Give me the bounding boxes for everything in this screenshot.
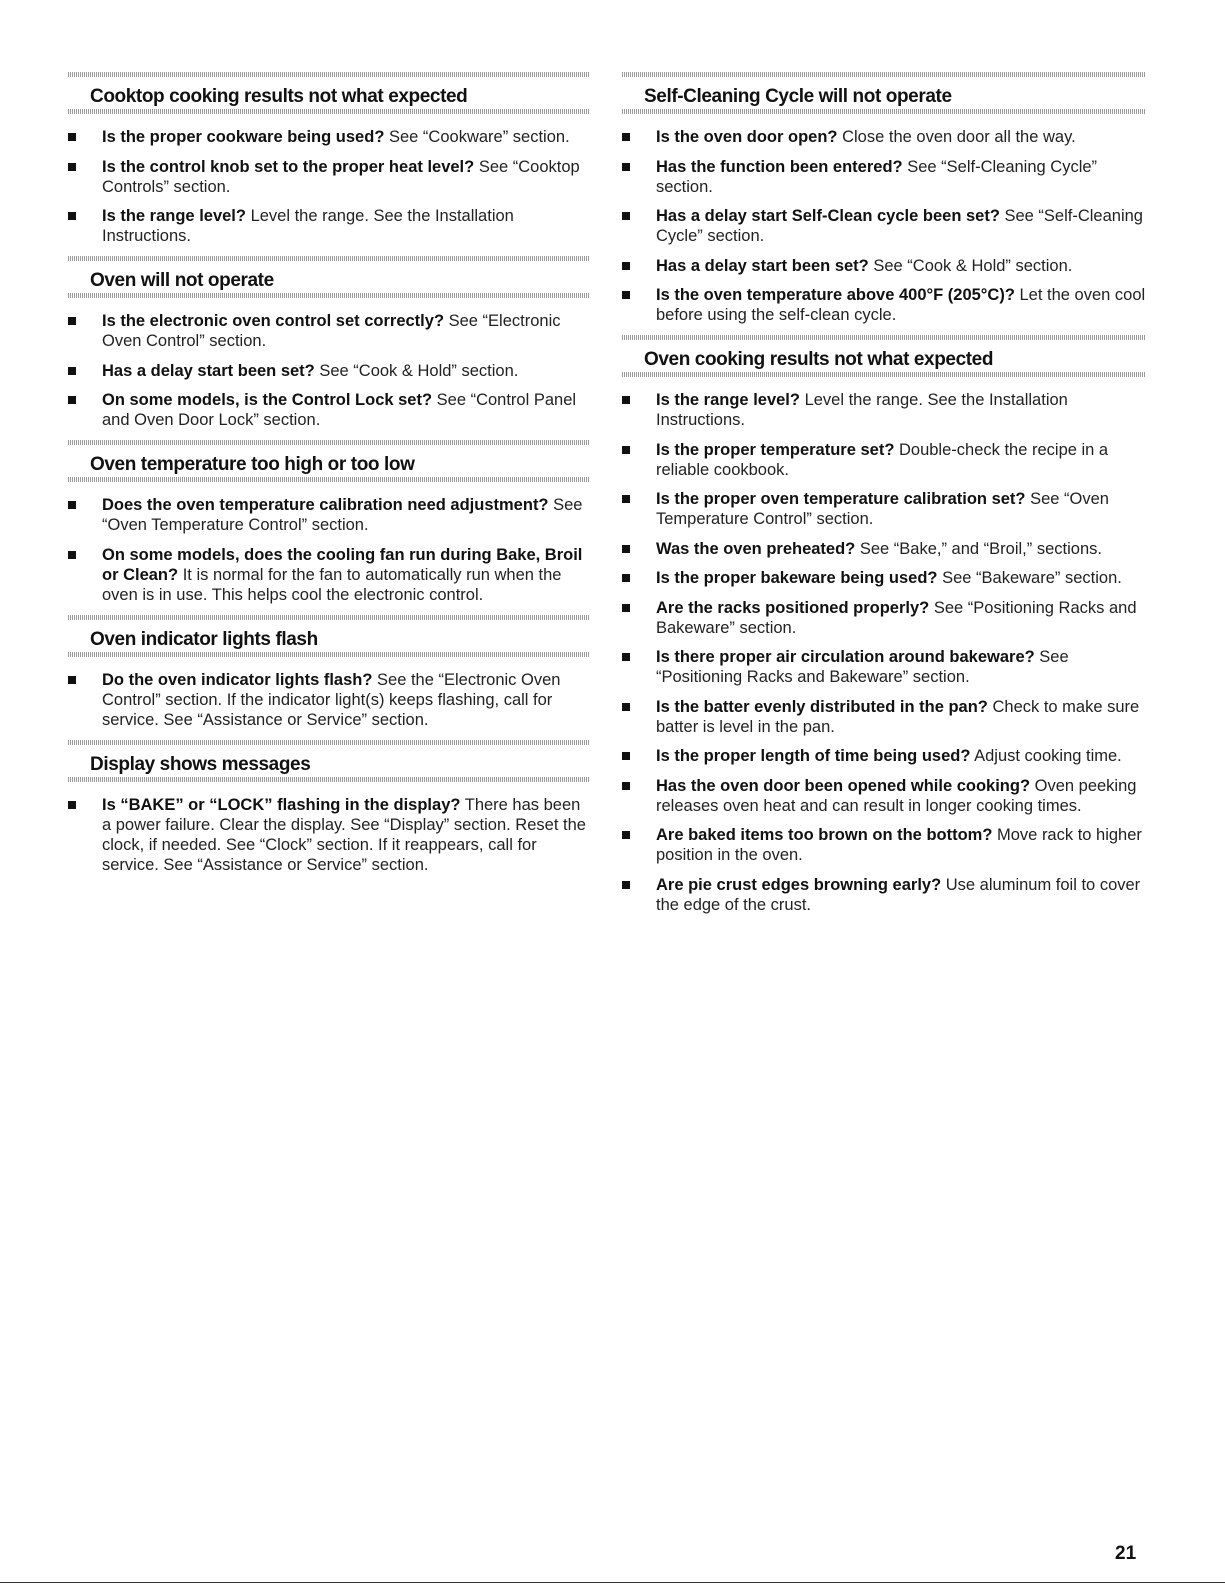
question-list	[68, 298, 590, 430]
question-text: Has a delay start been set?	[102, 361, 315, 380]
square-bullet-icon	[622, 604, 630, 612]
square-bullet-icon	[68, 676, 76, 684]
answer-text: See “Control Panel and Oven Door Lock” section.	[102, 391, 577, 429]
list-item	[68, 206, 590, 246]
square-bullet-icon	[622, 446, 630, 454]
answer-text: See “Electronic Oven Control” section.	[102, 312, 561, 350]
list-item	[622, 697, 1146, 737]
section-heading: Oven indicator lights flash	[90, 628, 318, 650]
list-item	[622, 390, 1146, 430]
answer-text: Use aluminum foil to cover the edge of the crust.	[656, 875, 1141, 914]
question-text: Is there proper air circulation around bakeware?	[656, 648, 1035, 666]
question-text: Is the proper temperature set?	[656, 440, 895, 459]
list-item	[622, 206, 1146, 246]
list-item	[622, 568, 1146, 588]
troubleshooting-section	[622, 72, 1146, 325]
list-item	[622, 127, 1146, 147]
question-text: Do the oven indicator lights flash?	[102, 670, 373, 689]
list-item	[622, 285, 1146, 325]
answer-text: See the “Electronic Oven Control” section. If the indicator light(s) keeps flashing, call for service. See “Assistance or Service” section.	[102, 670, 561, 729]
section-heading: Display shows messages	[90, 753, 311, 775]
list-item	[622, 256, 1146, 276]
list-item	[622, 598, 1146, 638]
square-bullet-icon	[622, 396, 630, 404]
list-item	[68, 127, 590, 147]
question-text: Is the batter evenly distributed in the pan?	[656, 697, 988, 716]
list-item	[68, 495, 590, 535]
answer-text: Adjust cooking time.	[970, 747, 1122, 765]
answer-text: See “Oven Temperature Control” section.	[656, 490, 1109, 528]
answer-text: See “Cook & Hold” section.	[314, 361, 519, 380]
section-heading: Oven will not operate	[90, 270, 274, 291]
question-text: Are baked items too brown on the bottom?	[656, 826, 993, 844]
square-bullet-icon	[622, 574, 630, 582]
square-bullet-icon	[68, 501, 76, 509]
question-list	[68, 657, 590, 730]
answer-text: There has been a power failure. Clear the display. See “Display” section. Reset the clock, if needed. See “Clock” section. If it reappears, call for service. See “Assistance or Service” section.	[102, 795, 586, 874]
question-text: Are pie crust edges browning early?	[656, 875, 942, 894]
question-list	[622, 114, 1146, 325]
question-text: Has the function been entered?	[656, 157, 903, 176]
question-text: Are the racks positioned properly?	[656, 598, 930, 617]
answer-text: Close the oven door all the way.	[837, 128, 1076, 146]
answer-text: See “Self-Cleaning Cycle” section.	[656, 157, 1098, 196]
answer-text: See “Positioning Racks and Bakeware” section.	[656, 598, 1137, 637]
troubleshooting-section	[622, 335, 1146, 915]
list-item	[622, 875, 1146, 915]
list-item	[68, 545, 590, 605]
square-bullet-icon	[622, 545, 630, 553]
square-bullet-icon	[68, 212, 76, 220]
page-number: 21	[1115, 1543, 1137, 1564]
square-bullet-icon	[622, 163, 630, 171]
answer-text: See “Cookware” section.	[384, 128, 570, 146]
section-heading: Oven cooking results not what expected	[644, 349, 994, 370]
question-text: Is the proper bakeware being used?	[656, 569, 938, 587]
question-list	[622, 377, 1146, 915]
square-bullet-icon	[622, 881, 630, 889]
square-bullet-icon	[622, 653, 630, 661]
answer-text: It is normal for the fan to automatically run when the oven is in use. This helps cool the electronic control.	[102, 565, 562, 604]
section-heading: Cooktop cooking results not what expected	[90, 86, 468, 107]
answer-text: Level the range. See the Installation Instructions.	[102, 207, 514, 245]
list-item	[68, 361, 590, 381]
answer-text: Check to make sure batter is level in the pan.	[656, 697, 1140, 736]
list-item	[622, 776, 1146, 816]
answer-text: Level the range. See the Installation Instructions.	[656, 391, 1068, 429]
square-bullet-icon	[68, 133, 76, 141]
square-bullet-icon	[68, 396, 76, 404]
question-text: Is the range level?	[656, 391, 800, 409]
question-text: Is the oven temperature above 400°F (205°C)?	[656, 286, 1015, 304]
square-bullet-icon	[622, 831, 630, 839]
square-bullet-icon	[622, 495, 630, 503]
answer-text: Double-check the recipe in a reliable cookbook.	[656, 440, 1109, 479]
answer-text: See “Self-Cleaning Cycle” section.	[656, 207, 1143, 245]
question-text: Has a delay start Self-Clean cycle been set?	[656, 207, 1000, 225]
square-bullet-icon	[622, 133, 630, 141]
list-item	[68, 390, 590, 430]
question-text: Is the control knob set to the proper heat level?	[102, 157, 475, 176]
square-bullet-icon	[68, 801, 76, 809]
question-text: Was the oven preheated?	[656, 539, 856, 558]
section-heading: Self-Cleaning Cycle will not operate	[644, 86, 952, 107]
question-text: Is “BAKE” or “LOCK” flashing in the display?	[102, 795, 461, 814]
answer-text: See “Bakeware” section.	[937, 569, 1122, 587]
question-list	[68, 114, 590, 246]
list-item	[68, 795, 590, 875]
section-heading: Oven temperature too high or too low	[90, 454, 415, 475]
question-text: Is the range level?	[102, 207, 246, 225]
list-item	[622, 647, 1146, 687]
left-column	[68, 72, 590, 885]
list-item	[622, 440, 1146, 480]
troubleshooting-section	[68, 440, 590, 605]
troubleshooting-section	[68, 256, 590, 430]
page-bottom-border	[0, 1582, 1225, 1583]
question-list	[68, 782, 590, 875]
answer-text: Let the oven cool before using the self-clean cycle.	[656, 286, 1146, 324]
question-list	[68, 482, 590, 605]
square-bullet-icon	[622, 752, 630, 760]
list-item	[622, 539, 1146, 559]
square-bullet-icon	[68, 163, 76, 171]
answer-text: See “Oven Temperature Control” section.	[102, 496, 583, 534]
square-bullet-icon	[68, 551, 76, 559]
right-column	[622, 72, 1146, 925]
answer-text: Oven peeking releases oven heat and can result in longer cooking times.	[656, 776, 1137, 815]
answer-text: Move rack to higher position in the oven.	[656, 826, 1142, 864]
answer-text: See “Positioning Racks and Bakeware” section.	[656, 648, 1069, 686]
answer-text: See “Bake,” and “Broil,” sections.	[855, 539, 1102, 558]
square-bullet-icon	[622, 212, 630, 220]
list-item	[68, 311, 590, 351]
square-bullet-icon	[622, 703, 630, 711]
question-text: Is the proper oven temperature calibration set?	[656, 490, 1026, 508]
list-item	[68, 157, 590, 197]
question-text: On some models, is the Control Lock set?	[102, 391, 433, 409]
question-text: Is the proper length of time being used?	[656, 747, 971, 765]
question-text: Has a delay start been set?	[656, 256, 869, 275]
question-text: Has the oven door been opened while cooking?	[656, 776, 1031, 795]
question-text: Is the electronic oven control set correctly?	[102, 312, 445, 330]
question-text: On some models, does the cooling fan run during Bake, Broil or Clean?	[102, 545, 583, 584]
question-text: Does the oven temperature calibration need adjustment?	[102, 496, 549, 514]
list-item	[622, 825, 1146, 865]
list-item	[622, 489, 1146, 529]
square-bullet-icon	[68, 317, 76, 325]
list-item	[68, 670, 590, 730]
square-bullet-icon	[622, 262, 630, 270]
answer-text: See “Cooktop Controls” section.	[102, 157, 580, 196]
square-bullet-icon	[68, 367, 76, 375]
troubleshooting-section	[68, 72, 590, 246]
list-item	[622, 157, 1146, 197]
square-bullet-icon	[622, 291, 630, 299]
troubleshooting-section	[68, 615, 590, 730]
answer-text: See “Cook & Hold” section.	[868, 256, 1073, 275]
list-item	[622, 746, 1146, 766]
question-text: Is the proper cookware being used?	[102, 128, 385, 146]
question-text: Is the oven door open?	[656, 128, 838, 146]
square-bullet-icon	[622, 782, 630, 790]
troubleshooting-section	[68, 740, 590, 875]
